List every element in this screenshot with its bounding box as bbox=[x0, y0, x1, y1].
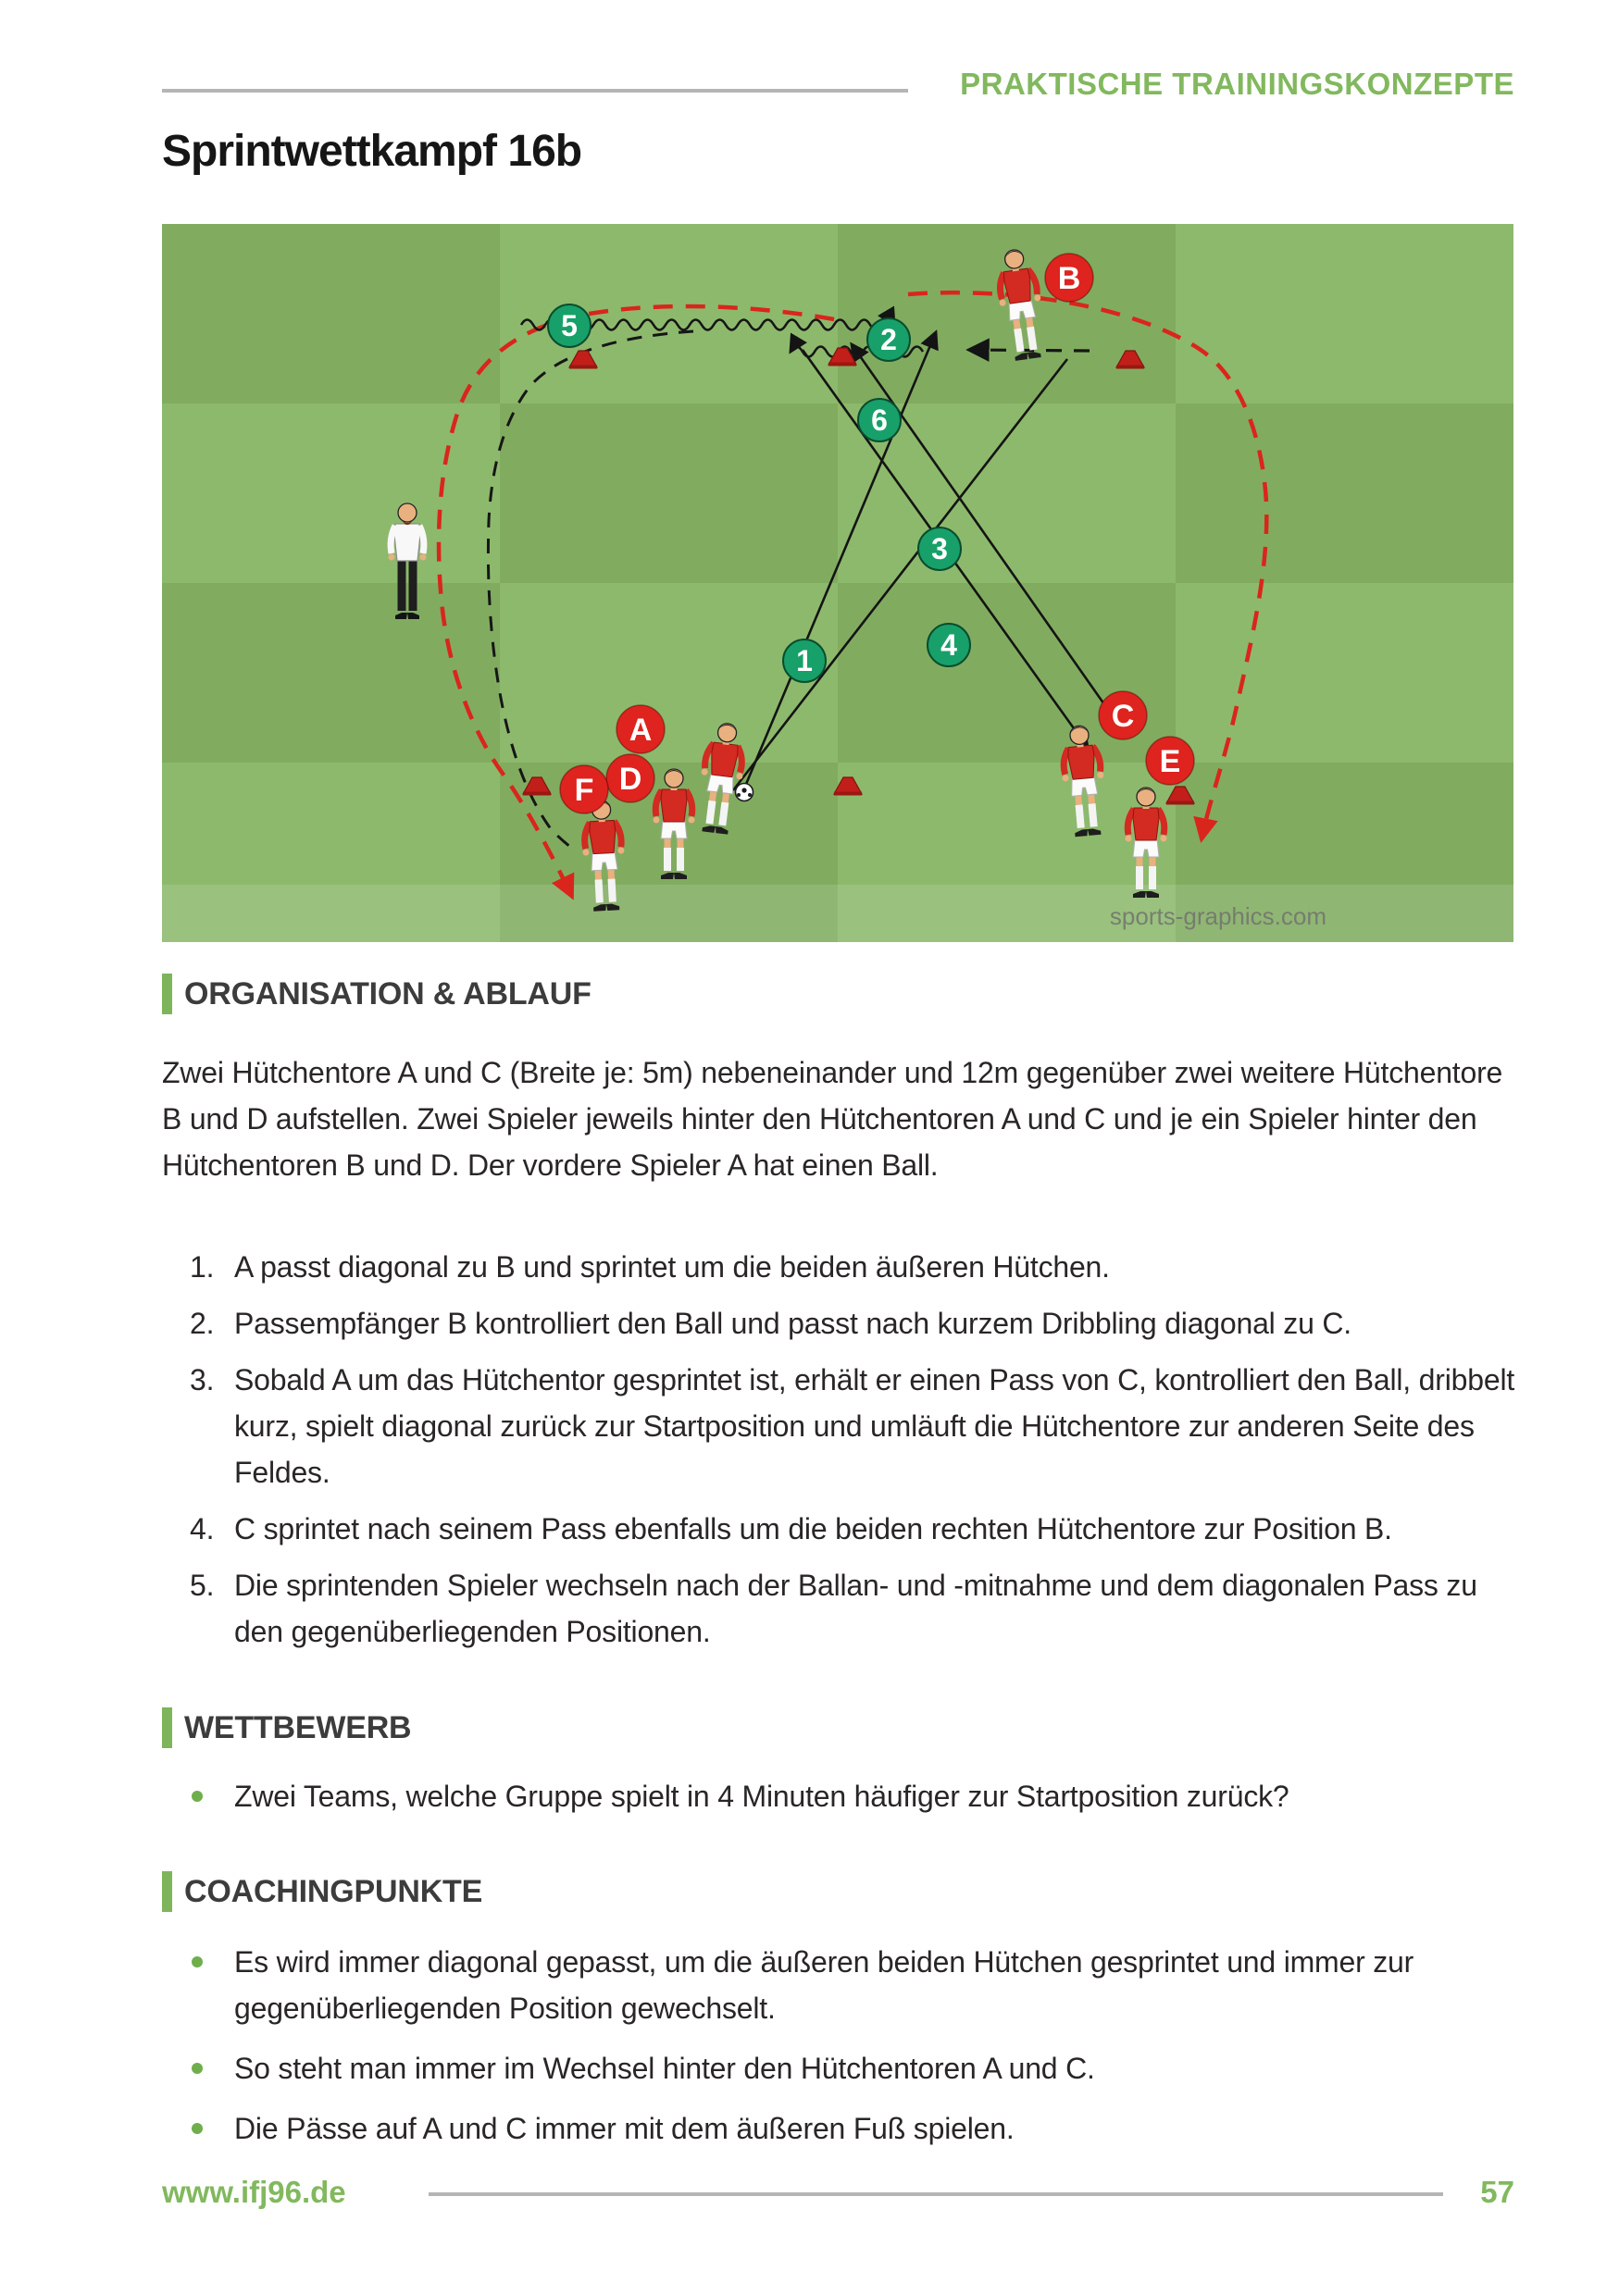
svg-text:C: C bbox=[1111, 699, 1135, 734]
bullet-text: So steht man immer im Wechsel hinter den Hütchentoren A und C. bbox=[234, 2052, 1095, 2085]
watermark: sports-graphics.com bbox=[1109, 902, 1326, 930]
bullet-item bbox=[190, 1939, 1523, 2031]
section-heading-coaching: COACHINGPUNKTE bbox=[162, 1871, 482, 1912]
list-item bbox=[190, 1357, 1523, 1496]
bullet-item bbox=[190, 1773, 1523, 1819]
player-marker bbox=[1099, 691, 1147, 739]
bullet-text: Die Pässe auf A und C immer mit dem äußeren Fuß spielen. bbox=[234, 2112, 1015, 2145]
header-rule bbox=[162, 89, 908, 93]
bullet-dot-icon bbox=[190, 2045, 234, 2091]
organisation-steps bbox=[190, 1244, 1523, 1665]
item-text: Passempfänger B kontrolliert den Ball und passt nach kurzem Dribbling diagonal zu C. bbox=[234, 1307, 1351, 1340]
step-marker bbox=[918, 527, 961, 570]
page-title: Sprintwettkampf 16b bbox=[162, 127, 582, 176]
item-number: 4. bbox=[190, 1512, 215, 1545]
section-heading-wettbewerb: WETTBEWERB bbox=[162, 1707, 411, 1748]
player-marker bbox=[606, 754, 654, 802]
section-kicker: PRAKTISCHE TRAININGSKONZEPTE bbox=[960, 67, 1514, 101]
player-marker bbox=[560, 765, 608, 813]
item-text: A passt diagonal zu B und sprintet um die beiden äußeren Hütchen. bbox=[234, 1250, 1110, 1284]
step-marker bbox=[867, 318, 910, 361]
svg-text:5: 5 bbox=[561, 309, 578, 342]
footer-site-link: www.ifj96.de bbox=[162, 2175, 346, 2209]
item-text: Sobald A um das Hütchentor gesprintet ist, erhält er einen Pass von C, kontrolliert den Ball, dribbelt kurz, spielt diagonal zurück zur Startposition und umläuft die Hütchentore zur anderen Seite des Feldes. bbox=[234, 1363, 1515, 1489]
svg-text:4: 4 bbox=[940, 628, 957, 662]
item-number: 1. bbox=[190, 1250, 215, 1284]
svg-text:E: E bbox=[1159, 744, 1181, 779]
item-text: Die sprintenden Spieler wechseln nach der Ballan- und -mitnahme und dem diagonalen Pass zu den gegenüberliegenden Positionen. bbox=[234, 1569, 1477, 1648]
organisation-paragraph: Zwei Hütchentore A und C (Breite je: 5m) nebeneinander und 12m gegenüber zwei weitere Hütchentore B und D aufstellen. Zwei Spieler jeweils hinter den Hütchentoren A und C und je ein Spieler hinter den Hütchentoren B und D. Der vordere Spieler A hat einen Ball. bbox=[162, 1056, 1503, 1182]
list-item bbox=[190, 1506, 1523, 1552]
step-marker bbox=[783, 639, 826, 682]
field bbox=[162, 224, 1513, 942]
bullet-text: Es wird immer diagonal gepasst, um die äußeren beiden Hütchen gesprintet und immer zur gegenüberliegenden Position gewechselt. bbox=[234, 1945, 1414, 2025]
bullet-dot-icon bbox=[190, 2105, 234, 2152]
bullet-dot-icon bbox=[190, 1939, 234, 2031]
footer-rule bbox=[429, 2192, 1443, 2196]
svg-text:3: 3 bbox=[931, 532, 948, 565]
list-item bbox=[190, 1562, 1523, 1655]
svg-text:1: 1 bbox=[796, 644, 813, 677]
step-marker bbox=[928, 624, 970, 666]
item-text: C sprintet nach seinem Pass ebenfalls um die beiden rechten Hütchentore zur Position B. bbox=[234, 1512, 1392, 1545]
coaching-bullets bbox=[190, 1939, 1523, 2166]
player-marker bbox=[616, 705, 665, 753]
player-marker bbox=[1146, 737, 1194, 785]
svg-text:6: 6 bbox=[871, 403, 888, 437]
training-diagram bbox=[162, 224, 1513, 942]
step-marker bbox=[548, 304, 591, 347]
svg-text:A: A bbox=[629, 713, 653, 748]
section-heading-organisation: ORGANISATION & ABLAUF bbox=[162, 974, 592, 1014]
svg-text:D: D bbox=[618, 762, 642, 797]
list-item bbox=[190, 1244, 1523, 1290]
step-marker bbox=[858, 399, 901, 441]
item-number: 5. bbox=[190, 1569, 215, 1602]
svg-text:2: 2 bbox=[880, 323, 897, 356]
page-number: 57 bbox=[1480, 2175, 1514, 2209]
bullet-item bbox=[190, 2045, 1523, 2091]
ball-icon bbox=[736, 784, 753, 801]
bullet-item bbox=[190, 2105, 1523, 2152]
bullet-text: Zwei Teams, welche Gruppe spielt in 4 Minuten häufiger zur Startposition zurück? bbox=[234, 1780, 1289, 1813]
svg-text:F: F bbox=[574, 773, 594, 808]
bullet-dot-icon bbox=[190, 1773, 234, 1819]
svg-text:B: B bbox=[1057, 261, 1081, 296]
item-number: 2. bbox=[190, 1307, 215, 1340]
player-marker bbox=[1045, 254, 1093, 302]
list-item bbox=[190, 1300, 1523, 1347]
wettbewerb-bullets bbox=[190, 1773, 1523, 1833]
item-number: 3. bbox=[190, 1363, 215, 1396]
